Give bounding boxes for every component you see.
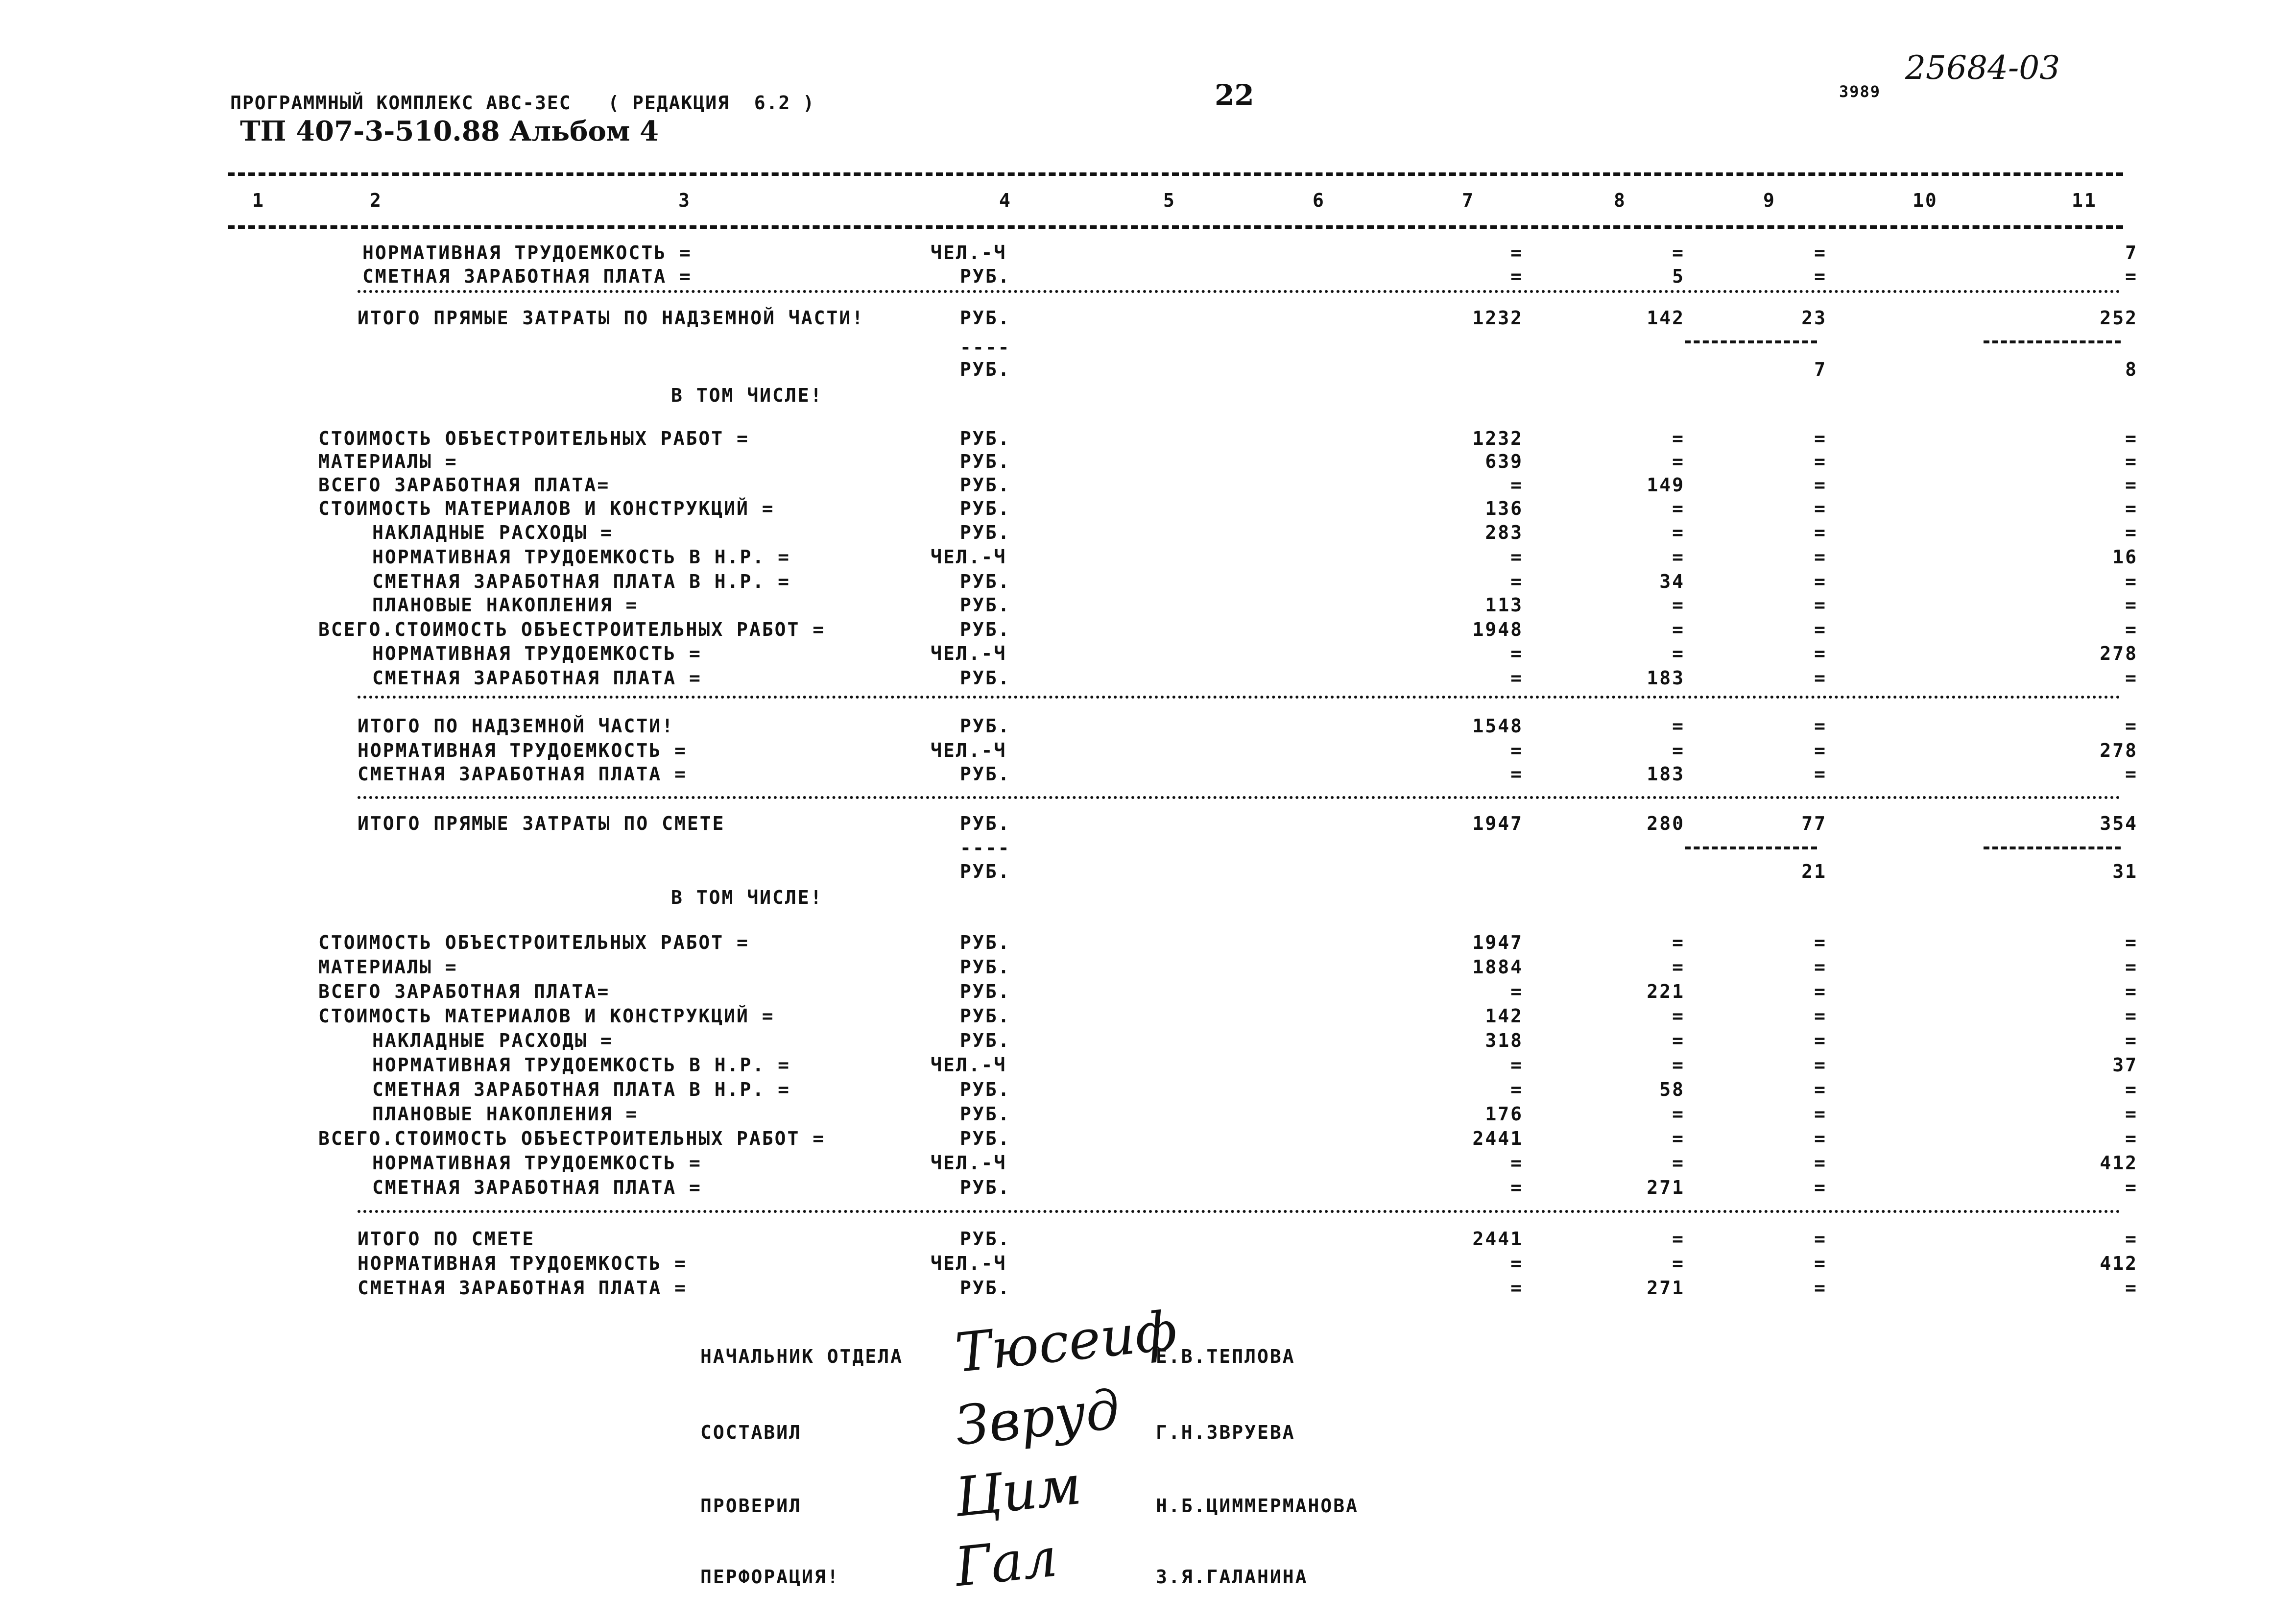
row-unit: ЧЕЛ.-Ч bbox=[931, 1152, 1007, 1174]
col-9-value: = bbox=[1814, 763, 1827, 785]
col-7-value: 113 bbox=[1485, 594, 1523, 616]
col-8-value: 280 bbox=[1647, 813, 1685, 834]
row-label: МАТЕРИАЛЫ = bbox=[318, 956, 458, 978]
col-7-value: 1232 bbox=[1472, 428, 1523, 449]
column-header-3: 3 bbox=[678, 190, 691, 211]
col-11-value: = bbox=[2125, 715, 2138, 737]
signature-role: НАЧАЛЬНИК ОТДЕЛА bbox=[700, 1346, 904, 1367]
row-label: СТОИМОСТЬ МАТЕРИАЛОВ И КОНСТРУКЦИЙ = bbox=[318, 1005, 775, 1027]
col-9-value: 77 bbox=[1801, 813, 1827, 834]
col-7-value: 318 bbox=[1485, 1030, 1523, 1051]
col-7-value: = bbox=[1510, 981, 1523, 1002]
col-11-value: = bbox=[2125, 1177, 2138, 1198]
row-label: НОРМАТИВНАЯ ТРУДОЕМКОСТЬ = bbox=[358, 740, 687, 761]
signatory-name: Н.Б.ЦИММЕРМАНОВА bbox=[1156, 1495, 1359, 1517]
signatory-name: Е.В.ТЕПЛОВА bbox=[1156, 1346, 1295, 1367]
handwritten-signature: Цим bbox=[952, 1453, 1084, 1529]
col-9-value: = bbox=[1814, 266, 1827, 287]
col-9-value: 23 bbox=[1801, 307, 1827, 329]
row-label: СМЕТНАЯ ЗАРАБОТНАЯ ПЛАТА = bbox=[358, 763, 687, 785]
small-code: 3989 bbox=[1839, 82, 1881, 101]
rule-before-total-3 bbox=[358, 796, 2121, 799]
col-7-value: = bbox=[1510, 571, 1523, 592]
col-9-value: = bbox=[1814, 740, 1827, 761]
col-7-value: 2441 bbox=[1472, 1128, 1523, 1149]
col-8-value: = bbox=[1672, 546, 1685, 568]
col-9-value: = bbox=[1814, 1228, 1827, 1250]
col-11-value: = bbox=[2125, 266, 2138, 287]
col-7-value: 176 bbox=[1485, 1103, 1523, 1125]
col-11-value: = bbox=[2125, 956, 2138, 978]
col-9-value: = bbox=[1814, 1128, 1827, 1149]
row-label: ВСЕГО.СТОИМОСТЬ ОБЪЕСТРОИТЕЛЬНЫХ РАБОТ = bbox=[318, 619, 826, 640]
col-11-value: 412 bbox=[2100, 1152, 2138, 1174]
column-header-8: 8 bbox=[1614, 190, 1626, 211]
signature-role: ПЕРФОРАЦИЯ! bbox=[700, 1566, 840, 1588]
col-8-value: 142 bbox=[1647, 307, 1685, 329]
col-11-value: = bbox=[2125, 619, 2138, 640]
col-11-value: = bbox=[2125, 1030, 2138, 1051]
signature-role: ПРОВЕРИЛ bbox=[700, 1495, 802, 1517]
col-9-value: = bbox=[1814, 522, 1827, 543]
col-7-value: = bbox=[1510, 1253, 1523, 1274]
col-7-value: = bbox=[1510, 643, 1523, 664]
col-11-value: 37 bbox=[2112, 1054, 2138, 1076]
row-unit: РУБ. bbox=[960, 813, 1011, 834]
col-9-value: = bbox=[1814, 546, 1827, 568]
col-11-value: 278 bbox=[2100, 643, 2138, 664]
col-8-value: = bbox=[1672, 1054, 1685, 1076]
col-7-value: = bbox=[1510, 474, 1523, 496]
row-label: СМЕТНАЯ ЗАРАБОТНАЯ ПЛАТА В Н.Р. = bbox=[372, 571, 790, 592]
col-7-value: 1232 bbox=[1472, 307, 1523, 329]
col-9-value: = bbox=[1814, 619, 1827, 640]
col-11-value: = bbox=[2125, 1128, 2138, 1149]
col-11-value: = bbox=[2125, 763, 2138, 785]
row-unit: РУБ. bbox=[960, 861, 1011, 882]
col-11-value: 31 bbox=[2112, 861, 2138, 882]
col-8-value: = bbox=[1672, 594, 1685, 616]
row-label: ПЛАНОВЫЕ НАКОПЛЕНИЯ = bbox=[372, 594, 639, 616]
row-unit: РУБ. bbox=[960, 1079, 1011, 1100]
row-label: В ТОМ ЧИСЛЕ! bbox=[671, 887, 823, 908]
row-unit: РУБ. bbox=[960, 956, 1011, 978]
col-11-value: = bbox=[2125, 428, 2138, 449]
col-7-value: 1884 bbox=[1472, 956, 1523, 978]
col-7-value: = bbox=[1510, 667, 1523, 689]
col-11-value: = bbox=[2125, 981, 2138, 1002]
column-header-2: 2 bbox=[370, 190, 383, 211]
row-unit: РУБ. bbox=[960, 571, 1011, 592]
row-label: СМЕТНАЯ ЗАРАБОТНАЯ ПЛАТА = bbox=[372, 667, 702, 689]
document-number: 25684-03 bbox=[1905, 49, 2060, 87]
col-8-value: = bbox=[1672, 643, 1685, 664]
rule-before-total-2 bbox=[358, 696, 2121, 699]
col-9-value: = bbox=[1814, 1277, 1827, 1299]
col-7-value: 1947 bbox=[1472, 932, 1523, 953]
col-9-value: = bbox=[1814, 571, 1827, 592]
col-8-value: 271 bbox=[1647, 1177, 1685, 1198]
album-label: Альбом 4 bbox=[509, 115, 659, 147]
column-header-4: 4 bbox=[999, 190, 1012, 211]
row-label: СМЕТНАЯ ЗАРАБОТНАЯ ПЛАТА = bbox=[358, 1277, 687, 1299]
project-code: ТП 407-3-510.88 bbox=[240, 115, 500, 147]
row-label: НОРМАТИВНАЯ ТРУДОЕМКОСТЬ В Н.Р. = bbox=[372, 1054, 790, 1076]
row-unit: ЧЕЛ.-Ч bbox=[931, 1253, 1007, 1274]
program-line: ПРОГРАММНЫЙ КОМПЛЕКС АВС-ЗЕС ( РЕДАКЦИЯ 6.2 ) bbox=[230, 92, 815, 114]
col-7-value: 2441 bbox=[1472, 1228, 1523, 1250]
col-7-value: = bbox=[1510, 242, 1523, 264]
col-8-value: = bbox=[1672, 451, 1685, 472]
col-8-value: = bbox=[1672, 1128, 1685, 1149]
row-label: ИТОГО ПРЯМЫЕ ЗАТРАТЫ ПО НАДЗЕМНОЙ ЧАСТИ! bbox=[358, 307, 865, 329]
row-label: СМЕТНАЯ ЗАРАБОТНАЯ ПЛАТА = bbox=[372, 1177, 702, 1198]
col-8-value: = bbox=[1672, 932, 1685, 953]
row-label: МАТЕРИАЛЫ = bbox=[318, 451, 458, 472]
rule-top bbox=[228, 172, 2123, 176]
col-7-value: 639 bbox=[1485, 451, 1523, 472]
col-7-value: 136 bbox=[1485, 498, 1523, 519]
column-header-6: 6 bbox=[1313, 190, 1325, 211]
col-9-value: 7 bbox=[1814, 359, 1827, 380]
handwritten-signature: Гал bbox=[952, 1525, 1060, 1599]
col-7-value: = bbox=[1510, 266, 1523, 287]
col-7-value: = bbox=[1510, 546, 1523, 568]
col-9-value: = bbox=[1814, 956, 1827, 978]
col-8-value: = bbox=[1672, 1152, 1685, 1174]
col-9-value: = bbox=[1814, 643, 1827, 664]
col-7-value: = bbox=[1510, 1177, 1523, 1198]
col-11-value: = bbox=[2125, 451, 2138, 472]
row-unit: РУБ. bbox=[960, 1128, 1011, 1149]
row-label: СТОИМОСТЬ ОБЪЕСТРОИТЕЛЬНЫХ РАБОТ = bbox=[318, 932, 749, 953]
col-9-value: = bbox=[1814, 428, 1827, 449]
col-9-value: = bbox=[1814, 667, 1827, 689]
col-7-value: 1948 bbox=[1472, 619, 1523, 640]
col-11-value: = bbox=[2125, 498, 2138, 519]
col-8-value: 221 bbox=[1647, 981, 1685, 1002]
col-8-value: = bbox=[1672, 1005, 1685, 1027]
col-7-value: = bbox=[1510, 1277, 1523, 1299]
col-7-value: = bbox=[1510, 740, 1523, 761]
col-8-value: = bbox=[1672, 498, 1685, 519]
col-8-value: = bbox=[1672, 242, 1685, 264]
col-8-value: = bbox=[1672, 956, 1685, 978]
row-unit: РУБ. bbox=[960, 1005, 1011, 1027]
column-header-1: 1 bbox=[252, 190, 265, 211]
column-header-7: 7 bbox=[1462, 190, 1475, 211]
row-label: НАКЛАДНЫЕ РАСХОДЫ = bbox=[372, 1030, 613, 1051]
col-7-value: 283 bbox=[1485, 522, 1523, 543]
col-11-value: 8 bbox=[2125, 359, 2138, 380]
column-header-10: 10 bbox=[1913, 190, 1938, 211]
col-9-value: = bbox=[1814, 474, 1827, 496]
signatory-name: Г.Н.ЗВРУЕВА bbox=[1156, 1422, 1295, 1443]
col-11-value: 7 bbox=[2125, 242, 2138, 264]
col-11-value: = bbox=[2125, 932, 2138, 953]
col-9-value: = bbox=[1814, 498, 1827, 519]
row-label: ВСЕГО ЗАРАБОТНАЯ ПЛАТА= bbox=[318, 474, 610, 496]
row-label: ИТОГО ПО СМЕТЕ bbox=[358, 1228, 535, 1250]
col-8-value: = bbox=[1672, 1228, 1685, 1250]
signature-role: СОСТАВИЛ bbox=[700, 1422, 802, 1443]
row-label: ИТОГО ПРЯМЫЕ ЗАТРАТЫ ПО СМЕТЕ bbox=[358, 813, 725, 834]
rule-before-total-1 bbox=[358, 290, 2121, 293]
handwritten-signature: Тюсеиф bbox=[952, 1299, 1180, 1385]
row-label: СТОИМОСТЬ ОБЪЕСТРОИТЕЛЬНЫХ РАБОТ = bbox=[318, 428, 749, 449]
row-label: НОРМАТИВНАЯ ТРУДОЕМКОСТЬ = bbox=[372, 643, 702, 664]
row-unit: ---- bbox=[960, 837, 1011, 859]
row-label: ВСЕГО.СТОИМОСТЬ ОБЪЕСТРОИТЕЛЬНЫХ РАБОТ = bbox=[318, 1128, 826, 1149]
col-9-value: = bbox=[1814, 1152, 1827, 1174]
row-unit: РУБ. bbox=[960, 451, 1011, 472]
col-9-value: = bbox=[1814, 1079, 1827, 1100]
row-unit: РУБ. bbox=[960, 266, 1011, 287]
col-11-value: = bbox=[2125, 1103, 2138, 1125]
row-label: СМЕТНАЯ ЗАРАБОТНАЯ ПЛАТА = bbox=[362, 266, 692, 287]
row-unit: РУБ. bbox=[960, 667, 1011, 689]
col-9-value: = bbox=[1814, 932, 1827, 953]
col-8-value: 58 bbox=[1659, 1079, 1685, 1100]
page-number: 22 bbox=[1215, 78, 1254, 112]
row-label: ПЛАНОВЫЕ НАКОПЛЕНИЯ = bbox=[372, 1103, 639, 1125]
col-8-value: = bbox=[1672, 619, 1685, 640]
signatory-name: З.Я.ГАЛАНИНА bbox=[1156, 1566, 1308, 1588]
col-11-value: = bbox=[2125, 571, 2138, 592]
col-9-value: 21 bbox=[1801, 861, 1827, 882]
col-9-value: = bbox=[1814, 981, 1827, 1002]
col-8-value: 271 bbox=[1647, 1277, 1685, 1299]
row-unit: ЧЕЛ.-Ч bbox=[931, 643, 1007, 664]
col-11-value: = bbox=[2125, 594, 2138, 616]
row-unit: ЧЕЛ.-Ч bbox=[931, 546, 1007, 568]
subtotal-rule-col9-b bbox=[1685, 846, 1817, 849]
col-11-value: = bbox=[2125, 1277, 2138, 1299]
rule-header-bottom bbox=[228, 225, 2123, 229]
col-11-value: 412 bbox=[2100, 1253, 2138, 1274]
col-9-value: = bbox=[1814, 1005, 1827, 1027]
row-unit: ЧЕЛ.-Ч bbox=[931, 740, 1007, 761]
row-unit: РУБ. bbox=[960, 1177, 1011, 1198]
row-label: НАКЛАДНЫЕ РАСХОДЫ = bbox=[372, 522, 613, 543]
col-9-value: = bbox=[1814, 594, 1827, 616]
row-unit: РУБ. bbox=[960, 474, 1011, 496]
col-9-value: = bbox=[1814, 1103, 1827, 1125]
row-unit: РУБ. bbox=[960, 428, 1011, 449]
row-label: НОРМАТИВНАЯ ТРУДОЕМКОСТЬ = bbox=[358, 1253, 687, 1274]
row-unit: РУБ. bbox=[960, 715, 1011, 737]
col-9-value: = bbox=[1814, 715, 1827, 737]
col-8-value: = bbox=[1672, 428, 1685, 449]
col-9-value: = bbox=[1814, 1030, 1827, 1051]
col-7-value: = bbox=[1510, 763, 1523, 785]
row-unit: ЧЕЛ.-Ч bbox=[931, 242, 1007, 264]
subtotal-rule-col11-a bbox=[1984, 340, 2121, 343]
row-unit: РУБ. bbox=[960, 1103, 1011, 1125]
col-8-value: 183 bbox=[1647, 763, 1685, 785]
col-8-value: = bbox=[1672, 522, 1685, 543]
row-unit: РУБ. bbox=[960, 981, 1011, 1002]
subtotal-rule-col11-b bbox=[1984, 846, 2121, 849]
row-label: НОРМАТИВНАЯ ТРУДОЕМКОСТЬ В Н.Р. = bbox=[372, 546, 790, 568]
col-11-value: 278 bbox=[2100, 740, 2138, 761]
row-unit: РУБ. bbox=[960, 932, 1011, 953]
col-7-value: = bbox=[1510, 1079, 1523, 1100]
col-11-value: = bbox=[2125, 667, 2138, 689]
row-unit: РУБ. bbox=[960, 594, 1011, 616]
col-11-value: 354 bbox=[2100, 813, 2138, 834]
col-11-value: 16 bbox=[2112, 546, 2138, 568]
rule-before-final bbox=[358, 1210, 2121, 1213]
col-8-value: = bbox=[1672, 1253, 1685, 1274]
row-unit: РУБ. bbox=[960, 498, 1011, 519]
col-9-value: = bbox=[1814, 242, 1827, 264]
col-7-value: 142 bbox=[1485, 1005, 1523, 1027]
col-11-value: = bbox=[2125, 1005, 2138, 1027]
col-11-value: = bbox=[2125, 1228, 2138, 1250]
row-unit: РУБ. bbox=[960, 307, 1011, 329]
row-unit: РУБ. bbox=[960, 359, 1011, 380]
row-unit: РУБ. bbox=[960, 1030, 1011, 1051]
row-unit: РУБ. bbox=[960, 1277, 1011, 1299]
subtotal-rule-col9-a bbox=[1685, 340, 1817, 343]
row-label: НОРМАТИВНАЯ ТРУДОЕМКОСТЬ = bbox=[362, 242, 692, 264]
col-7-value: 1548 bbox=[1472, 715, 1523, 737]
col-8-value: 5 bbox=[1672, 266, 1685, 287]
row-label: СМЕТНАЯ ЗАРАБОТНАЯ ПЛАТА В Н.Р. = bbox=[372, 1079, 790, 1100]
col-9-value: = bbox=[1814, 451, 1827, 472]
col-11-value: 252 bbox=[2100, 307, 2138, 329]
col-7-value: 1947 bbox=[1472, 813, 1523, 834]
row-unit: ---- bbox=[960, 337, 1011, 358]
col-9-value: = bbox=[1814, 1054, 1827, 1076]
row-unit: РУБ. bbox=[960, 619, 1011, 640]
row-unit: ЧЕЛ.-Ч bbox=[931, 1054, 1007, 1076]
col-8-value: = bbox=[1672, 1030, 1685, 1051]
handwritten-signature: Звруд bbox=[952, 1378, 1123, 1458]
row-label: НОРМАТИВНАЯ ТРУДОЕМКОСТЬ = bbox=[372, 1152, 702, 1174]
col-7-value: = bbox=[1510, 1054, 1523, 1076]
row-label: ИТОГО ПО НАДЗЕМНОЙ ЧАСТИ! bbox=[358, 715, 674, 737]
col-7-value: = bbox=[1510, 1152, 1523, 1174]
row-unit: РУБ. bbox=[960, 1228, 1011, 1250]
col-9-value: = bbox=[1814, 1177, 1827, 1198]
col-8-value: = bbox=[1672, 715, 1685, 737]
row-label: В ТОМ ЧИСЛЕ! bbox=[671, 385, 823, 406]
col-9-value: = bbox=[1814, 1253, 1827, 1274]
row-unit: РУБ. bbox=[960, 763, 1011, 785]
col-11-value: = bbox=[2125, 474, 2138, 496]
column-header-11: 11 bbox=[2072, 190, 2097, 211]
column-header-9: 9 bbox=[1763, 190, 1776, 211]
column-header-5: 5 bbox=[1163, 190, 1176, 211]
col-11-value: = bbox=[2125, 522, 2138, 543]
col-8-value: 183 bbox=[1647, 667, 1685, 689]
col-8-value: = bbox=[1672, 740, 1685, 761]
col-8-value: 34 bbox=[1659, 571, 1685, 592]
col-11-value: = bbox=[2125, 1079, 2138, 1100]
col-8-value: = bbox=[1672, 1103, 1685, 1125]
col-8-value: 149 bbox=[1647, 474, 1685, 496]
row-label: СТОИМОСТЬ МАТЕРИАЛОВ И КОНСТРУКЦИЙ = bbox=[318, 498, 775, 519]
row-unit: РУБ. bbox=[960, 522, 1011, 543]
row-label: ВСЕГО ЗАРАБОТНАЯ ПЛАТА= bbox=[318, 981, 610, 1002]
